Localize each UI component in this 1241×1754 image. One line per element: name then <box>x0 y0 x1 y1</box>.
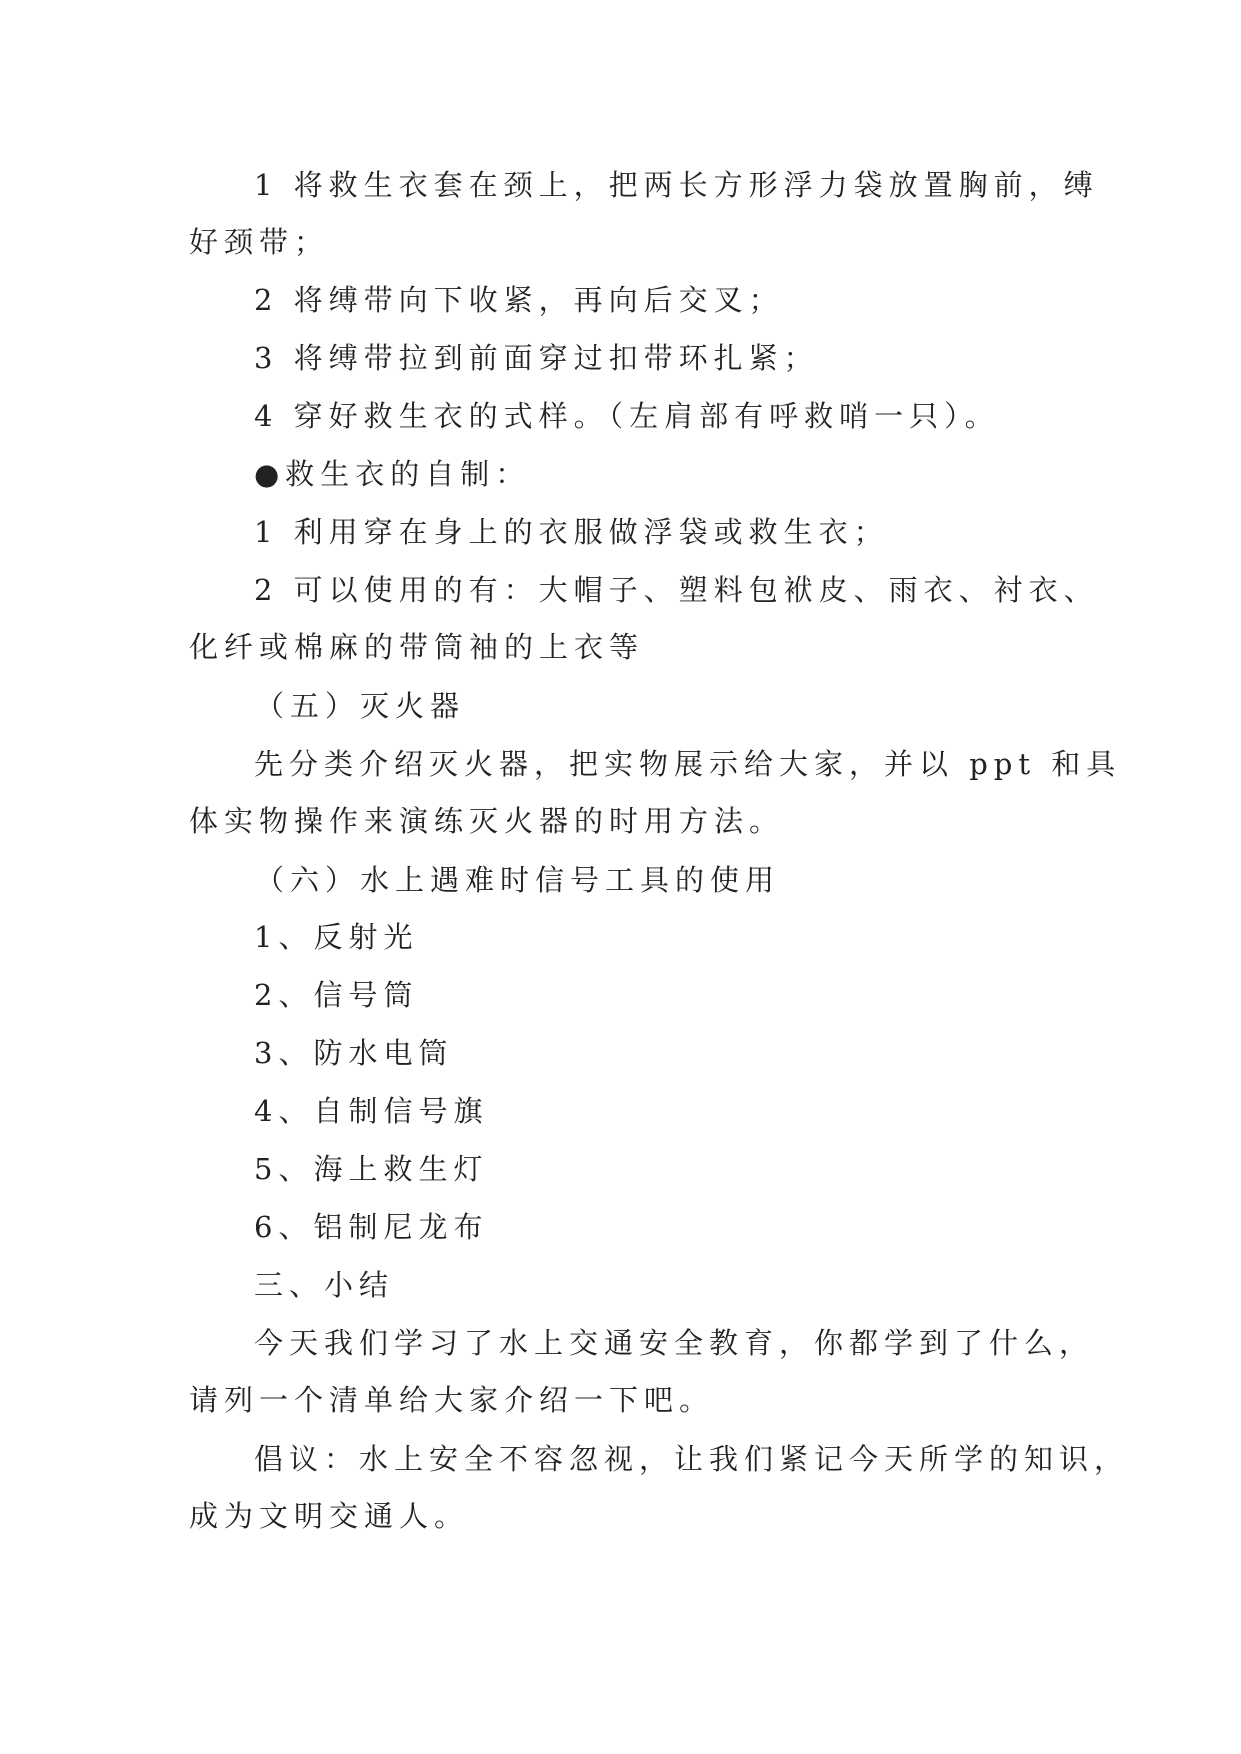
list-item: 4、自制信号旗 <box>254 1094 489 1128</box>
text-line: 1 将救生衣套在颈上，把两长方形浮力袋放置胸前，缚 <box>254 168 1099 202</box>
text-line: 倡议：水上安全不容忽视，让我们紧记今天所学的知识， <box>254 1442 1130 1476</box>
text-line: 2 将缚带向下收紧，再向后交叉； <box>254 283 784 317</box>
list-item: 2、信号筒 <box>254 978 419 1012</box>
section-heading: 三、小结 <box>254 1268 395 1302</box>
text-line: 3 将缚带拉到前面穿过扣带环扎紧； <box>254 341 819 375</box>
text-line: 好颈带； <box>189 225 330 259</box>
text-line: 2 可以使用的有：大帽子、塑料包袱皮、雨衣、衬衣、 <box>254 573 1099 607</box>
bullet-heading: ●救生衣的自制： <box>254 457 531 491</box>
text-line: 化纤或棉麻的带筒袖的上衣等 <box>189 630 645 664</box>
text-line: 1 利用穿在身上的衣服做浮袋或救生衣； <box>254 515 889 549</box>
text-line: 4 穿好救生衣的式样。（左肩部有呼救哨一只）。 <box>254 399 1000 433</box>
text-line: 今天我们学习了水上交通安全教育，你都学到了什么， <box>254 1326 1095 1360</box>
list-item: 6、铝制尼龙布 <box>254 1210 489 1244</box>
text-line: 请列一个清单给大家介绍一下吧。 <box>189 1383 715 1417</box>
list-item: 1、反射光 <box>254 920 419 954</box>
text-line: 体实物操作来演练灭火器的时用方法。 <box>189 804 785 838</box>
section-heading: （六）水上遇难时信号工具的使用 <box>255 863 781 897</box>
list-item: 3、防水电筒 <box>254 1036 454 1070</box>
text-line: 先分类介绍灭火器，把实物展示给大家，并以 ppt 和具 <box>254 747 1122 781</box>
section-heading: （五）灭火器 <box>255 689 466 723</box>
text-line: 成为文明交通人。 <box>189 1499 470 1533</box>
list-item: 5、海上救生灯 <box>254 1152 489 1186</box>
